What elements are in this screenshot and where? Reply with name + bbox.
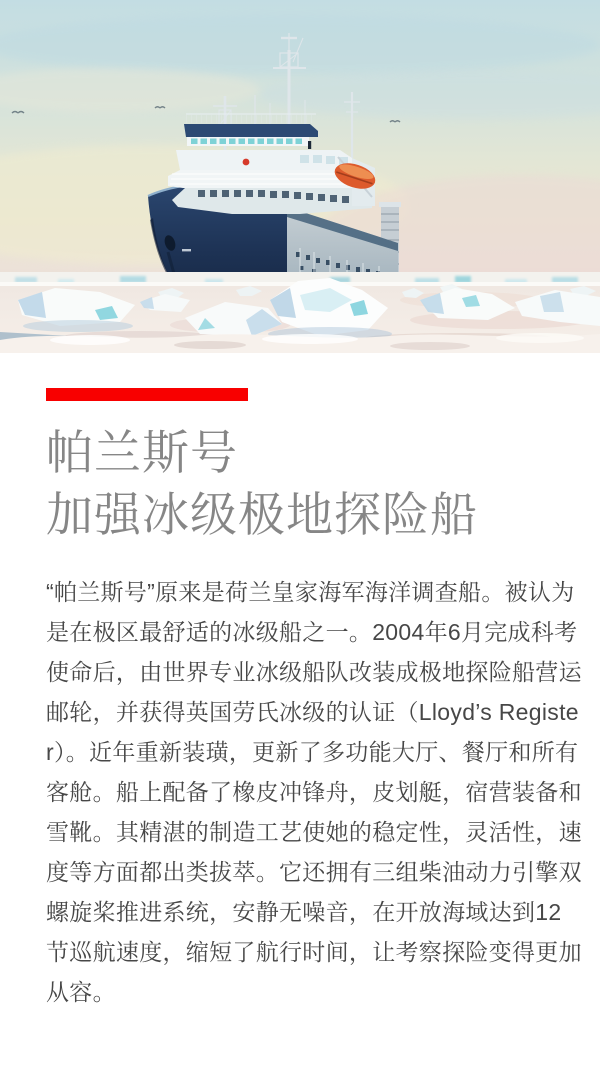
accent-bar <box>46 388 248 401</box>
hero-photo <box>0 0 600 353</box>
title-line-2: 加强冰级极地探险船 <box>46 488 478 541</box>
ship-in-ice-illustration <box>0 0 600 353</box>
article-content <box>0 388 600 1012</box>
title-line-1: 帕兰斯号 <box>46 426 238 479</box>
article-title <box>46 422 584 546</box>
article-body: “帕兰斯号”原来是荷兰皇家海军海洋调查船。被认为是在极区最舒适的冰级船之一。2004年6月完成科考使命后，由世界专业冰级船队改装成极地探险船营运邮轮，并获得英国劳氏冰级的认证（Lloyd’s Register）。近年重新装璜，更新了多功能大厅、餐厅和所有客舱。船上配备了橡皮冲锋舟，皮划艇，宿营装备和雪靴。其精湛的制造工艺使她的稳定性，灵活性，速度等方面都出类拔萃。它还拥有三组柴油动力引擎双螺旋桨推进系统，安静无噪音，在开放海域达到12节巡航速度，缩短了航行时间，让考察探险变得更加从容。 <box>46 579 582 1005</box>
